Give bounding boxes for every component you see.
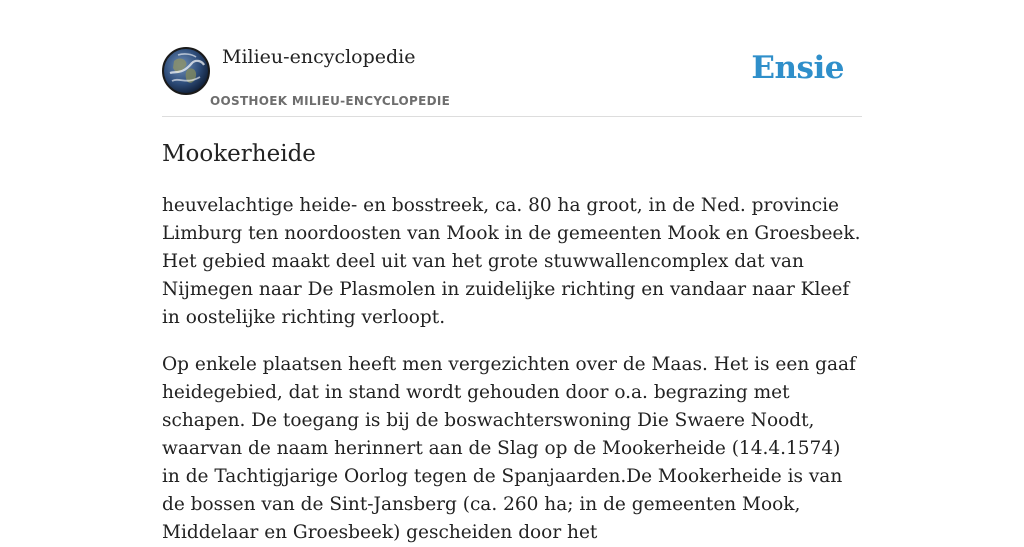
ensie-logo-link[interactable]: Ensie: [751, 50, 844, 86]
page-title: Mookerheide: [162, 141, 316, 167]
site-header: [162, 40, 862, 117]
article-paragraph: heuvelachtige heide- en bosstreek, ca. 80 ha groot, in de Ned. provincie Limburg ten noordoosten van Mook in de gemeenten Mook en Groesbeek. Het gebied maakt deel uit van het grote stuwwallencomplex dat van Nijmegen naar De Plasmolen in zuidelijke richting en vandaar naar Kleef in oostelijke richting verloopt.: [162, 195, 861, 328]
site-subtitle: OOSTHOEK MILIEU-ENCYCLOPEDIE: [210, 94, 451, 108]
site-title[interactable]: Milieu-encyclopedie: [222, 46, 416, 68]
earth-globe-icon[interactable]: [162, 47, 210, 95]
article-paragraph: Op enkele plaatsen heeft men vergezichten over de Maas. Het is een gaaf heidegebied, dat in stand wordt gehouden door o.a. begrazing met schapen. De toegang is bij de boswachterswoning Die Swaere Noodt, waarvan de naam herinnert aan de Slag op de Mookerheide (14.4.1574) in de Tachtigjarige Oorlog tegen de Spanjaarden.De Mookerheide is van de bossen van de Sint-Jansberg (ca. 260 ha; in de gemeenten Mook, Middelaar en Groesbeek) gescheiden door het: [162, 354, 856, 543]
article: [162, 138, 862, 547]
